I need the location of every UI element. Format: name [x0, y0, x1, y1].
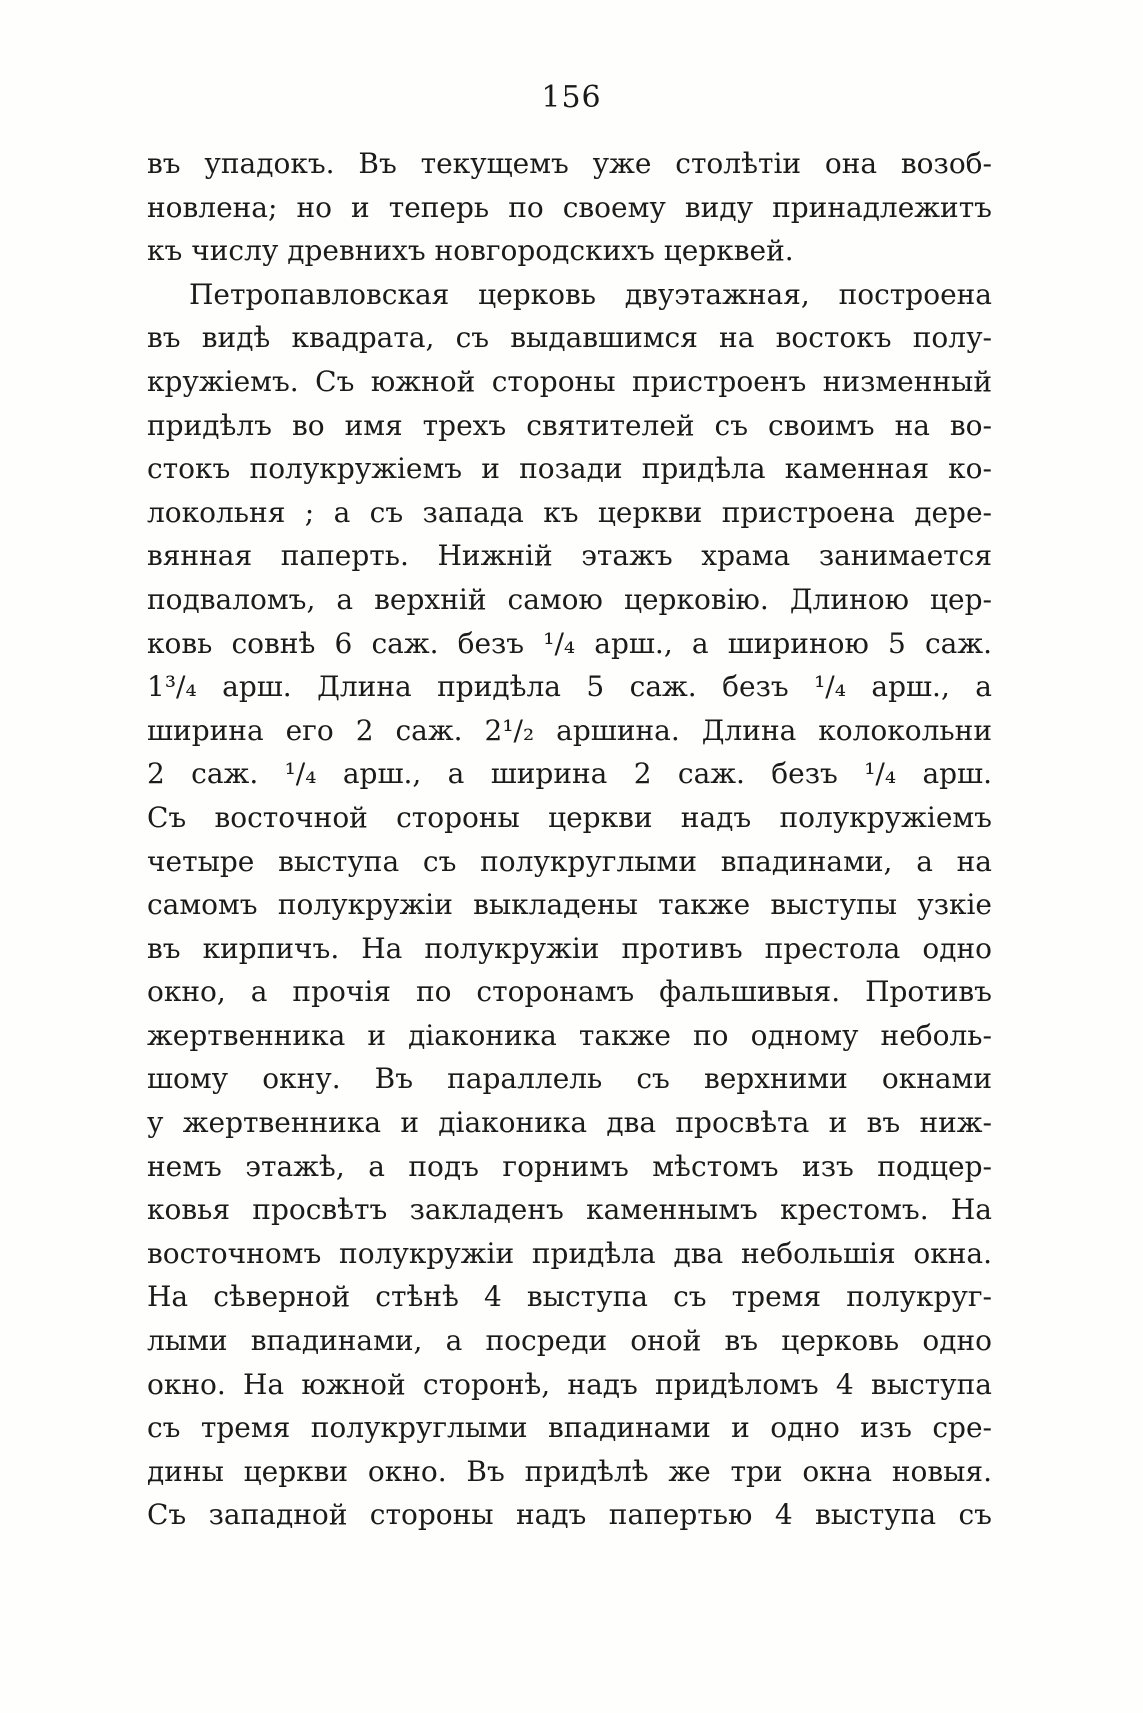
text-line: ковья просвѣтъ закладенъ каменнымъ крестомъ. На [147, 1193, 992, 1227]
text-line: у жертвенника и діаконика два просвѣта и въ ниж- [147, 1106, 992, 1140]
text-line: съ тремя полукруглыми впадинами и одно изъ сре- [147, 1411, 992, 1445]
text-line: въ упадокъ. Въ текущемъ уже столѣтіи она возоб- [147, 147, 992, 180]
text-line: лыми впадинами, а посреди оной въ церковь одно [147, 1324, 992, 1358]
page-number: 156 [541, 80, 602, 115]
text-line: Съ западной стороны надъ папертью 4 выступа съ [147, 1498, 992, 1532]
text-line: 1³/₄ арш. Длина придѣла 5 саж. безъ ¹/₄ арш., а [147, 670, 992, 704]
text-line: локольня ; а съ запада къ церкви пристроена дере- [147, 495, 992, 529]
text-line: самомъ полукружіи выкладены также выступы узкіе [147, 888, 992, 922]
text-line: стокъ полукружіемъ и позади придѣла каменная ко- [147, 452, 992, 486]
text-line: окно. На южной сторонѣ, надъ придѣломъ 4 выступа [147, 1367, 992, 1401]
text-line: въ видѣ квадрата, съ выдавшимся на востокъ полу- [147, 321, 992, 355]
paragraph-first-line: Петропавловская церковь двуэтажная, построена [189, 277, 992, 311]
text-line: дины церкви окно. Въ придѣлѣ же три окна новыя. [147, 1454, 992, 1488]
text-line: четыре выступа съ полукруглыми впадинами, а на [147, 844, 992, 878]
text-line: ширина его 2 саж. 2¹/₂ аршина. Длина колокольни [147, 713, 992, 747]
text-line: восточномъ полукружіи придѣла два небольшія окна. [147, 1236, 992, 1270]
body-text [147, 142, 992, 1537]
text-line: окно, а прочія по сторонамъ фальшивыя. Противъ [147, 975, 992, 1009]
text-line: жертвенника и діаконика также по одному неболь- [147, 1018, 992, 1052]
text-line: 2 саж. ¹/₄ арш., а ширина 2 саж. безъ ¹/₄ арш. [147, 757, 992, 791]
text-line: къ числу древнихъ новгородскихъ церквей. [147, 234, 794, 268]
text-line: кружіемъ. Съ южной стороны пристроенъ низменный [147, 364, 992, 398]
text-line: немъ этажѣ, а подъ горнимъ мѣстомъ изъ подцер- [147, 1149, 992, 1183]
text-line: подваломъ, а верхній самою церковію. Длиною цер- [147, 582, 992, 616]
text-line: шому окну. Въ параллель съ верхними окнами [147, 1062, 992, 1096]
text-line: Съ восточной стороны церкви надъ полукружіемъ [147, 800, 992, 834]
text-line: въ кирпичъ. На полукружіи противъ престола одно [147, 931, 992, 965]
text-line: ковь совнѣ 6 саж. безъ ¹/₄ арш., а шириною 5 саж. [147, 626, 992, 660]
text-line: придѣлъ во имя трехъ святителей съ своимъ на во- [147, 408, 992, 442]
text-line: вянная паперть. Нижній этажъ храма занимается [147, 539, 992, 573]
text-line: новлена; но и теперь по своему виду принадлежитъ [147, 190, 992, 224]
text-line: На сѣверной стѣнѣ 4 выступа съ тремя полукруг- [147, 1280, 992, 1314]
